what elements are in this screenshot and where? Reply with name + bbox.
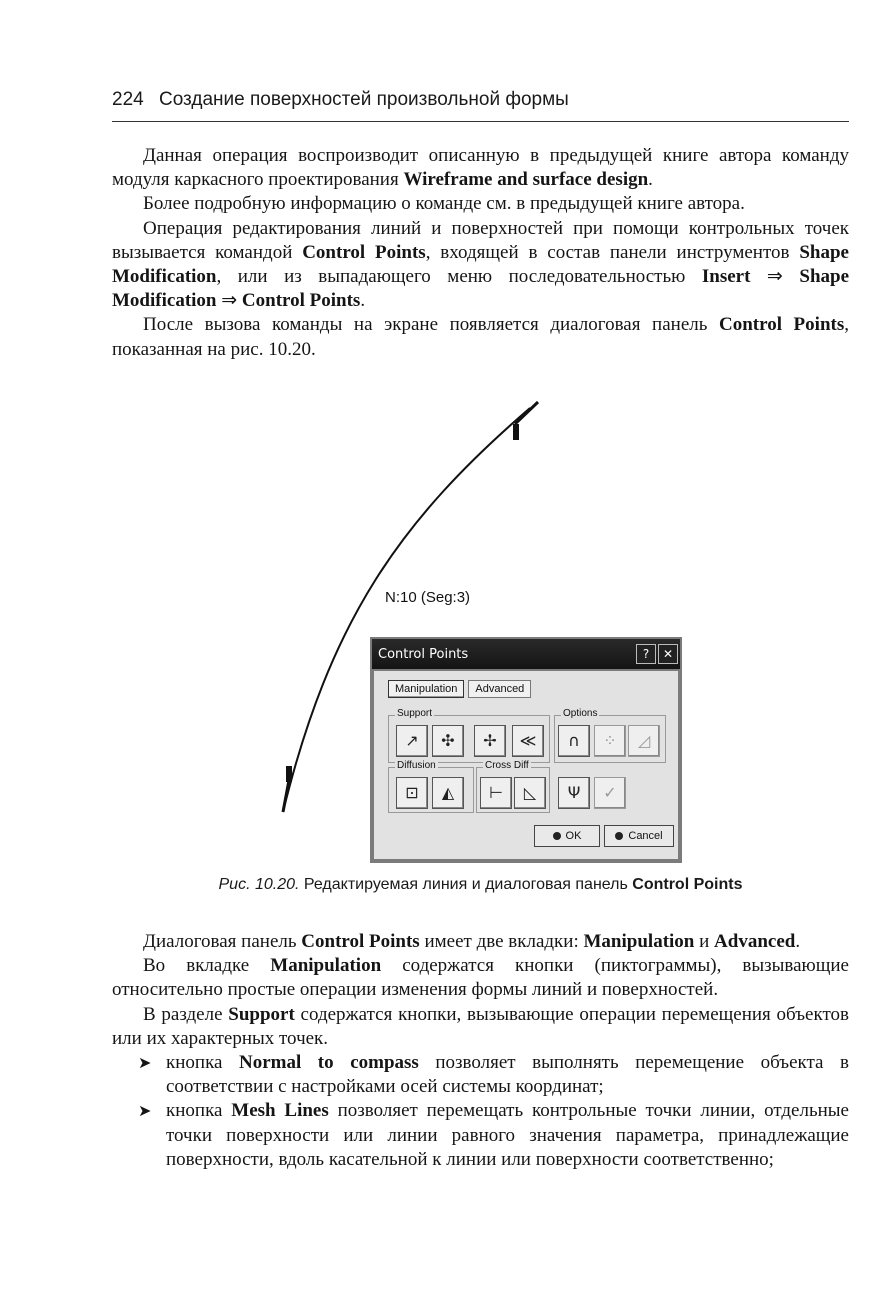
list-item: ➤ кнопка Mesh Lines позволяет перемещать контрольные точки линии, отдельные точки поверхности или линии равного значения параметра, принадлежащие поверхности, вдоль касательной к линии или поверхности соответственно; (138, 1100, 849, 1170)
symmetry-icon[interactable]: Ψ (558, 777, 590, 809)
question-icon[interactable]: ? (636, 644, 656, 664)
curve-options-icon[interactable]: ∩ (558, 725, 590, 757)
pointer-icon[interactable]: ✓ (594, 777, 626, 809)
control-points-dialog (370, 637, 682, 863)
dialog-title: Control Points (378, 647, 469, 662)
paragraph: Данная операция воспроизводит описанную в предыдущей книге автора команду модуля каркасного проектирования Wireframe and surface design. (112, 145, 849, 191)
normal-to-compass-icon[interactable]: ↗ (396, 725, 428, 757)
local-normal-icon[interactable]: ✢ (474, 725, 506, 757)
tab-manipulation[interactable]: Manipulation (388, 680, 464, 698)
cancel-button[interactable]: Cancel (604, 825, 674, 847)
diffusion-label: Diffusion (397, 760, 436, 771)
dots-options-icon[interactable]: ⁘ (594, 725, 626, 757)
close-icon[interactable]: ✕ (658, 644, 678, 664)
mesh-lines-icon[interactable]: ✣ (432, 725, 464, 757)
bullet-list (112, 1051, 849, 1172)
cross-linear-icon[interactable]: ◺ (514, 777, 546, 809)
chapter-title: Создание поверхностей произвольной формы (158, 89, 569, 110)
control-point-marker (286, 766, 292, 782)
paragraph: Операция редактирования линий и поверхностей при помощи контрольных точек вызывается командой Control Points, входящей в состав панели инструментов Shape Modification, или из выпадающего меню последовательностью Insert ⇒ Shape Modification ⇒ Control Points. (112, 217, 850, 312)
bullet-arrow-icon: ➤ (138, 1053, 152, 1073)
paragraph: В разделе Support содержатся кнопки, вызывающие операции перемещения объектов или их характерных точек. (112, 1003, 849, 1049)
tab-advanced[interactable]: Advanced (468, 680, 531, 698)
cross-constant-icon[interactable]: ⊢ (480, 777, 512, 809)
point-label: N:10 (Seg:3) (385, 589, 471, 606)
control-point-marker (513, 424, 519, 440)
paragraph: Более подробную информацию о команде см. в предыдущей книге автора. (143, 193, 745, 215)
list-item: ➤ кнопка Normal to compass позволяет выполнять перемещение объекта в соответствии с настройками осей системы координат; (138, 1052, 849, 1098)
bullet-arrow-icon: ➤ (138, 1101, 152, 1121)
page-number: 224 (112, 89, 144, 110)
cross-diff-label: Cross Diff (485, 760, 529, 771)
caption-number: Рис. 10.20. (218, 876, 300, 893)
figure-caption: Рис. 10.20. Редактируемая линия и диалоговая панель Control Points (218, 876, 743, 893)
dialog-titlebar (372, 639, 680, 669)
paragraph: Диалоговая панель Control Points имеет две вкладки: Manipulation и Advanced. (143, 931, 801, 952)
constant-diffusion-icon[interactable]: ⊡ (396, 777, 428, 809)
bottom-text (112, 930, 849, 1172)
options-label: Options (563, 708, 598, 719)
support-label: Support (397, 708, 433, 719)
projection-options-icon[interactable]: ◿ (628, 725, 660, 757)
dialog-tabs (388, 680, 535, 698)
curve-start-tangent (283, 780, 289, 812)
paragraph: После вызова команды на экране появляется диалоговая панель Control Points, показанная на рис. 10.20. (112, 314, 849, 360)
ok-button[interactable]: OK (534, 825, 600, 847)
dialog-client (374, 671, 678, 859)
paragraph: Во вкладке Manipulation содержатся кнопки (пиктограммы), вызывающие относительно простые операции изменения формы линий и поверхностей. (112, 955, 849, 1001)
curve-end-tangent (515, 402, 538, 424)
compass-plane-icon[interactable]: ≪ (512, 725, 544, 757)
linear-diffusion-icon[interactable]: ◭ (432, 777, 464, 809)
